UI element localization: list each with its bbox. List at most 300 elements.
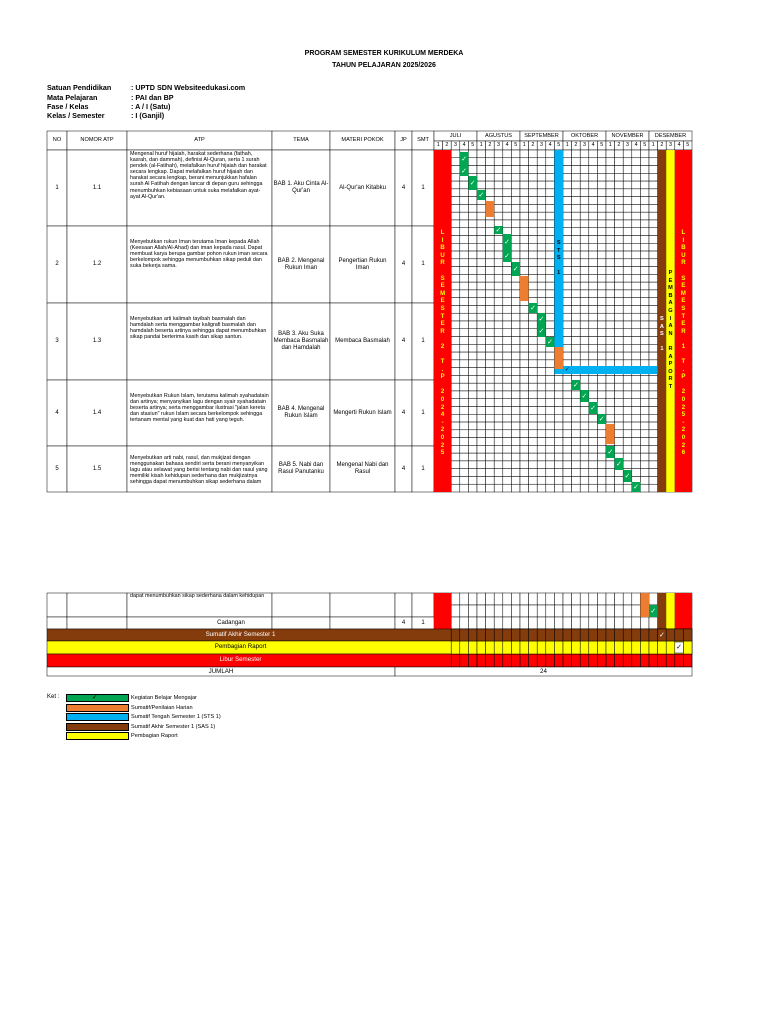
week-cell bbox=[615, 629, 624, 641]
week-cell bbox=[666, 629, 675, 641]
week-cell bbox=[632, 173, 641, 181]
week-cell bbox=[589, 313, 598, 321]
week-cell bbox=[597, 236, 606, 244]
week-cell bbox=[546, 461, 555, 469]
week-cell bbox=[589, 438, 598, 446]
continued-atp-text: dapat menumbuhkan sikap sederhana dalam kehidupan bbox=[130, 593, 265, 599]
week-cell bbox=[486, 629, 495, 641]
week-number: 2 bbox=[531, 142, 535, 148]
week-cell bbox=[554, 438, 563, 446]
week-cell bbox=[468, 383, 477, 391]
week-cell bbox=[451, 383, 460, 391]
week-cell bbox=[597, 461, 606, 469]
week-cell bbox=[494, 414, 503, 422]
vertical-letter: G bbox=[668, 307, 673, 314]
week-cell bbox=[537, 220, 546, 228]
week-cell bbox=[649, 181, 658, 189]
week-cell bbox=[597, 593, 606, 605]
week-cell bbox=[477, 220, 486, 228]
week-cell bbox=[477, 476, 486, 484]
week-cell bbox=[511, 414, 520, 422]
week-cell bbox=[477, 368, 486, 376]
week-cell bbox=[666, 641, 675, 654]
week-cell bbox=[589, 383, 598, 391]
week-cell bbox=[632, 166, 641, 174]
week-cell bbox=[494, 212, 503, 220]
vertical-letter: - bbox=[441, 419, 444, 426]
week-cell bbox=[494, 399, 503, 407]
week-cell bbox=[597, 329, 606, 337]
vertical-letter: O bbox=[668, 368, 673, 375]
week-cell bbox=[572, 220, 581, 228]
week-number: 1 bbox=[479, 142, 483, 148]
week-cell bbox=[537, 629, 546, 641]
check-icon: ✓ bbox=[658, 631, 665, 639]
week-cell bbox=[606, 352, 615, 360]
week-number: 1 bbox=[436, 142, 440, 148]
week-cell bbox=[520, 438, 529, 446]
week-cell bbox=[486, 305, 495, 313]
week-cell bbox=[468, 368, 477, 376]
week-cell bbox=[460, 274, 469, 282]
week-cell bbox=[537, 150, 546, 158]
week-cell bbox=[451, 484, 460, 492]
week-cell bbox=[537, 476, 546, 484]
week-cell bbox=[494, 181, 503, 189]
week-cell bbox=[451, 259, 460, 267]
week-cell bbox=[649, 251, 658, 259]
week-cell bbox=[632, 438, 641, 446]
week-cell bbox=[606, 399, 615, 407]
row-atp-number: 1.5 bbox=[92, 465, 102, 472]
week-cell bbox=[520, 228, 529, 236]
week-cell bbox=[486, 282, 495, 290]
week-cell bbox=[460, 461, 469, 469]
week-cell bbox=[623, 352, 632, 360]
summary-label: Libur Semester bbox=[219, 656, 262, 663]
week-cell bbox=[632, 469, 641, 477]
week-cell bbox=[511, 166, 520, 174]
vertical-letter: 4 bbox=[440, 412, 445, 419]
week-cell bbox=[460, 305, 469, 313]
week-cell bbox=[477, 375, 486, 383]
week-cell bbox=[589, 445, 598, 453]
week-cell bbox=[477, 399, 486, 407]
week-cell bbox=[494, 407, 503, 415]
week-cell bbox=[632, 274, 641, 282]
week-cell bbox=[632, 181, 641, 189]
week-cell bbox=[546, 422, 555, 430]
vertical-letter: T bbox=[681, 359, 686, 366]
week-cell bbox=[623, 391, 632, 399]
week-cell bbox=[511, 641, 520, 654]
week-cell bbox=[511, 438, 520, 446]
week-cell bbox=[563, 189, 572, 197]
week-cell bbox=[597, 189, 606, 197]
week-cell bbox=[640, 430, 649, 438]
week-cell bbox=[468, 391, 477, 399]
check-icon: ✓ bbox=[615, 460, 622, 468]
week-cell bbox=[529, 259, 538, 267]
week-cell bbox=[460, 212, 469, 220]
week-cell bbox=[537, 290, 546, 298]
week-cell bbox=[511, 181, 520, 189]
week-cell bbox=[494, 383, 503, 391]
week-cell bbox=[606, 189, 615, 197]
week-cell bbox=[580, 158, 589, 166]
week-cell bbox=[563, 158, 572, 166]
week-cell bbox=[640, 220, 649, 228]
vertical-letter: 2 bbox=[440, 343, 445, 350]
week-number: 2 bbox=[445, 142, 449, 148]
week-cell bbox=[494, 290, 503, 298]
week-cell bbox=[477, 641, 486, 654]
week-cell bbox=[537, 267, 546, 275]
header-smt: SMT bbox=[417, 137, 429, 143]
week-cell bbox=[589, 158, 598, 166]
check-icon: ✓ bbox=[650, 607, 657, 615]
week-cell bbox=[511, 391, 520, 399]
week-cell bbox=[640, 329, 649, 337]
vertical-letter bbox=[442, 336, 444, 344]
week-cell bbox=[597, 267, 606, 275]
week-cell bbox=[572, 422, 581, 430]
week-cell bbox=[511, 337, 520, 345]
week-cell bbox=[511, 243, 520, 251]
week-cell bbox=[486, 641, 495, 654]
week-cell bbox=[546, 438, 555, 446]
week-cell bbox=[451, 391, 460, 399]
week-cell bbox=[486, 267, 495, 275]
week-cell bbox=[589, 344, 598, 352]
week-cell bbox=[623, 461, 632, 469]
week-cell bbox=[477, 329, 486, 337]
week-cell bbox=[572, 298, 581, 306]
week-cell bbox=[580, 204, 589, 212]
vertical-letter: I bbox=[669, 315, 672, 322]
week-cell bbox=[494, 197, 503, 205]
week-cell bbox=[486, 251, 495, 259]
week-cell bbox=[451, 344, 460, 352]
week-cell bbox=[580, 641, 589, 654]
week-cell bbox=[606, 375, 615, 383]
week-cell bbox=[486, 407, 495, 415]
week-cell bbox=[486, 228, 495, 236]
row-materi: Mengerti Rukun Islam bbox=[333, 409, 392, 416]
week-number: 4 bbox=[462, 142, 466, 148]
week-cell bbox=[451, 445, 460, 453]
week-cell bbox=[580, 375, 589, 383]
week-cell bbox=[494, 305, 503, 313]
header-no: NO bbox=[52, 137, 62, 143]
week-cell bbox=[623, 189, 632, 197]
check-icon: ✓ bbox=[624, 472, 631, 480]
week-cell bbox=[580, 274, 589, 282]
week-cell bbox=[451, 368, 460, 376]
week-cell bbox=[649, 267, 658, 275]
week-cell bbox=[649, 453, 658, 461]
week-cell bbox=[615, 375, 624, 383]
week-cell bbox=[580, 298, 589, 306]
week-cell bbox=[520, 414, 529, 422]
row-materi: Pengertian Rukun Iman bbox=[338, 257, 387, 271]
row-materi: Al-Qur'an Kitabku bbox=[339, 184, 386, 191]
vertical-letter: E bbox=[668, 277, 673, 284]
vertical-letter: 6 bbox=[681, 450, 686, 457]
week-cell bbox=[589, 375, 598, 383]
week-cell bbox=[529, 430, 538, 438]
vertical-letter: . bbox=[682, 366, 685, 373]
week-cell bbox=[503, 422, 512, 430]
week-cell bbox=[520, 352, 529, 360]
week-cell bbox=[520, 236, 529, 244]
month-label: AGUSTUS bbox=[484, 132, 513, 139]
week-cell bbox=[529, 407, 538, 415]
week-cell bbox=[511, 298, 520, 306]
week-cell bbox=[503, 267, 512, 275]
week-cell bbox=[606, 274, 615, 282]
week-cell bbox=[486, 181, 495, 189]
week-cell bbox=[511, 430, 520, 438]
vertical-letter: R bbox=[440, 328, 445, 335]
week-cell bbox=[580, 166, 589, 174]
week-cell bbox=[537, 189, 546, 197]
week-cell bbox=[546, 166, 555, 174]
week-cell bbox=[520, 166, 529, 174]
week-cell bbox=[615, 399, 624, 407]
row-tema: BAB 2. Mengenal Rukun Iman bbox=[277, 257, 325, 271]
week-cell bbox=[632, 430, 641, 438]
week-cell bbox=[563, 453, 572, 461]
week-cell bbox=[468, 329, 477, 337]
week-cell bbox=[572, 453, 581, 461]
week-cell bbox=[606, 329, 615, 337]
check-icon: ✓ bbox=[495, 226, 502, 234]
week-cell bbox=[486, 383, 495, 391]
week-cell bbox=[649, 438, 658, 446]
week-cell bbox=[486, 352, 495, 360]
week-cell bbox=[597, 605, 606, 617]
week-cell bbox=[494, 274, 503, 282]
week-cell bbox=[554, 484, 563, 492]
week-number: 3 bbox=[453, 142, 457, 148]
week-cell bbox=[589, 469, 598, 477]
week-cell bbox=[537, 173, 546, 181]
week-cell bbox=[632, 204, 641, 212]
week-cell bbox=[529, 267, 538, 275]
week-cell bbox=[615, 189, 624, 197]
week-cell bbox=[580, 150, 589, 158]
week-cell bbox=[503, 605, 512, 617]
week-cell bbox=[615, 243, 624, 251]
check-icon: ✓ bbox=[581, 392, 588, 400]
week-cell bbox=[597, 383, 606, 391]
week-cell bbox=[520, 469, 529, 477]
week-cell bbox=[640, 617, 649, 629]
week-cell bbox=[546, 158, 555, 166]
header-nomor_atp: NOMOR ATP bbox=[80, 137, 114, 143]
week-cell bbox=[615, 593, 624, 605]
month-label: OKTOBER bbox=[570, 132, 599, 139]
week-cell bbox=[597, 352, 606, 360]
vertical-letter: P bbox=[440, 374, 445, 381]
week-cell bbox=[477, 236, 486, 244]
vertical-letter: 1 bbox=[660, 346, 664, 353]
week-cell bbox=[529, 629, 538, 641]
info-label-semester: Kelas / Semester bbox=[47, 111, 105, 120]
week-cell bbox=[572, 228, 581, 236]
week-cell bbox=[520, 329, 529, 337]
week-cell bbox=[572, 407, 581, 415]
week-cell bbox=[640, 484, 649, 492]
week-cell bbox=[529, 641, 538, 654]
week-cell bbox=[632, 290, 641, 298]
week-cell bbox=[623, 204, 632, 212]
week-cell bbox=[580, 445, 589, 453]
week-number: 5 bbox=[600, 142, 604, 148]
week-cell bbox=[503, 337, 512, 345]
week-cell bbox=[623, 445, 632, 453]
week-number: 5 bbox=[471, 142, 475, 148]
week-cell bbox=[563, 337, 572, 345]
week-cell bbox=[597, 158, 606, 166]
vertical-letter: 5 bbox=[681, 412, 686, 419]
week-cell bbox=[632, 158, 641, 166]
week-cell bbox=[503, 407, 512, 415]
week-cell bbox=[451, 337, 460, 345]
week-cell bbox=[537, 344, 546, 352]
vertical-letter: R bbox=[681, 328, 686, 335]
week-cell bbox=[580, 267, 589, 275]
week-cell bbox=[572, 274, 581, 282]
week-cell bbox=[597, 629, 606, 641]
week-cell bbox=[460, 422, 469, 430]
week-cell bbox=[520, 313, 529, 321]
legend-label: Sumatif Akhir Semester 1 (SAS 1) bbox=[131, 723, 216, 730]
vertical-letter: B bbox=[668, 292, 673, 299]
week-cell bbox=[529, 290, 538, 298]
week-cell bbox=[597, 430, 606, 438]
week-cell bbox=[606, 321, 615, 329]
check-icon: ✓ bbox=[478, 191, 485, 199]
week-cell bbox=[486, 166, 495, 174]
week-cell bbox=[468, 445, 477, 453]
week-cell bbox=[460, 383, 469, 391]
week-cell bbox=[563, 484, 572, 492]
week-cell bbox=[580, 282, 589, 290]
week-cell bbox=[451, 469, 460, 477]
week-cell bbox=[494, 352, 503, 360]
week-cell bbox=[623, 166, 632, 174]
week-cell bbox=[563, 181, 572, 189]
header-atp: ATP bbox=[194, 137, 205, 143]
week-cell bbox=[563, 375, 572, 383]
week-cell bbox=[460, 204, 469, 212]
week-cell bbox=[537, 236, 546, 244]
week-cell bbox=[563, 422, 572, 430]
week-cell bbox=[468, 641, 477, 654]
week-cell bbox=[572, 259, 581, 267]
week-cell bbox=[563, 391, 572, 399]
sumatif-cell bbox=[640, 593, 649, 617]
week-cell bbox=[529, 399, 538, 407]
row-atp-text: Menyebutkan arti nabi, rasul, dan mukjizat dengan menggunakan bahasa sendiri serta berani menyanyikan lagu atau selawat yang berisi tentang nabi dan rasul yang memiliki kisah kehidupan sederhana dan mukjizatnya sehingga dapat menumbuhkan sikap sederhana dalam bbox=[130, 455, 268, 486]
vertical-letter: E bbox=[440, 321, 445, 328]
week-cell bbox=[632, 305, 641, 313]
week-cell bbox=[546, 469, 555, 477]
week-cell bbox=[640, 399, 649, 407]
week-cell bbox=[520, 173, 529, 181]
week-cell bbox=[503, 399, 512, 407]
week-cell bbox=[503, 484, 512, 492]
week-cell bbox=[606, 383, 615, 391]
week-cell bbox=[486, 290, 495, 298]
week-cell bbox=[511, 251, 520, 259]
week-cell bbox=[580, 243, 589, 251]
week-cell bbox=[563, 313, 572, 321]
week-cell bbox=[529, 391, 538, 399]
week-cell bbox=[546, 368, 555, 376]
week-cell bbox=[606, 344, 615, 352]
week-cell bbox=[640, 228, 649, 236]
body-cell bbox=[47, 593, 67, 617]
week-cell bbox=[537, 368, 546, 376]
week-cell bbox=[546, 407, 555, 415]
week-cell bbox=[632, 236, 641, 244]
week-cell bbox=[606, 414, 615, 422]
check-icon: ✓ bbox=[529, 304, 536, 312]
week-cell bbox=[589, 453, 598, 461]
week-cell bbox=[511, 282, 520, 290]
week-cell bbox=[606, 251, 615, 259]
week-cell bbox=[572, 391, 581, 399]
week-cell bbox=[546, 414, 555, 422]
week-cell bbox=[546, 290, 555, 298]
row-atp-text: Menyebutkan arti kalimah tayibah basmalah dan hamdalah serta menggambar kaligrafi basmalah dan hamdalah beserta artinya sehingga dapat menumbuhkan sikap pandai berterima kasih dan sikap santun. bbox=[130, 316, 267, 341]
week-cell bbox=[494, 484, 503, 492]
vertical-letter: 1 bbox=[681, 343, 686, 350]
week-cell bbox=[649, 461, 658, 469]
week-cell bbox=[615, 313, 624, 321]
week-cell bbox=[451, 617, 460, 629]
week-cell bbox=[640, 641, 649, 654]
week-cell bbox=[537, 391, 546, 399]
vertical-letter: - bbox=[682, 419, 685, 426]
week-cell bbox=[649, 617, 658, 629]
week-cell bbox=[640, 344, 649, 352]
vertical-letter: 2 bbox=[681, 427, 686, 434]
week-cell bbox=[486, 453, 495, 461]
week-cell bbox=[615, 150, 624, 158]
week-cell bbox=[580, 228, 589, 236]
vertical-letter: B bbox=[681, 245, 686, 252]
week-cell bbox=[649, 259, 658, 267]
check-icon: ✓ bbox=[512, 265, 519, 273]
week-cell bbox=[477, 484, 486, 492]
week-cell bbox=[486, 158, 495, 166]
week-cell bbox=[503, 414, 512, 422]
week-cell bbox=[615, 282, 624, 290]
vertical-letter bbox=[670, 338, 672, 346]
check-icon: ✓ bbox=[633, 483, 640, 491]
week-cell bbox=[503, 430, 512, 438]
vertical-letter: S bbox=[556, 255, 561, 262]
week-cell bbox=[529, 617, 538, 629]
week-cell bbox=[477, 430, 486, 438]
week-cell bbox=[477, 313, 486, 321]
week-cell bbox=[460, 181, 469, 189]
week-cell bbox=[486, 173, 495, 181]
